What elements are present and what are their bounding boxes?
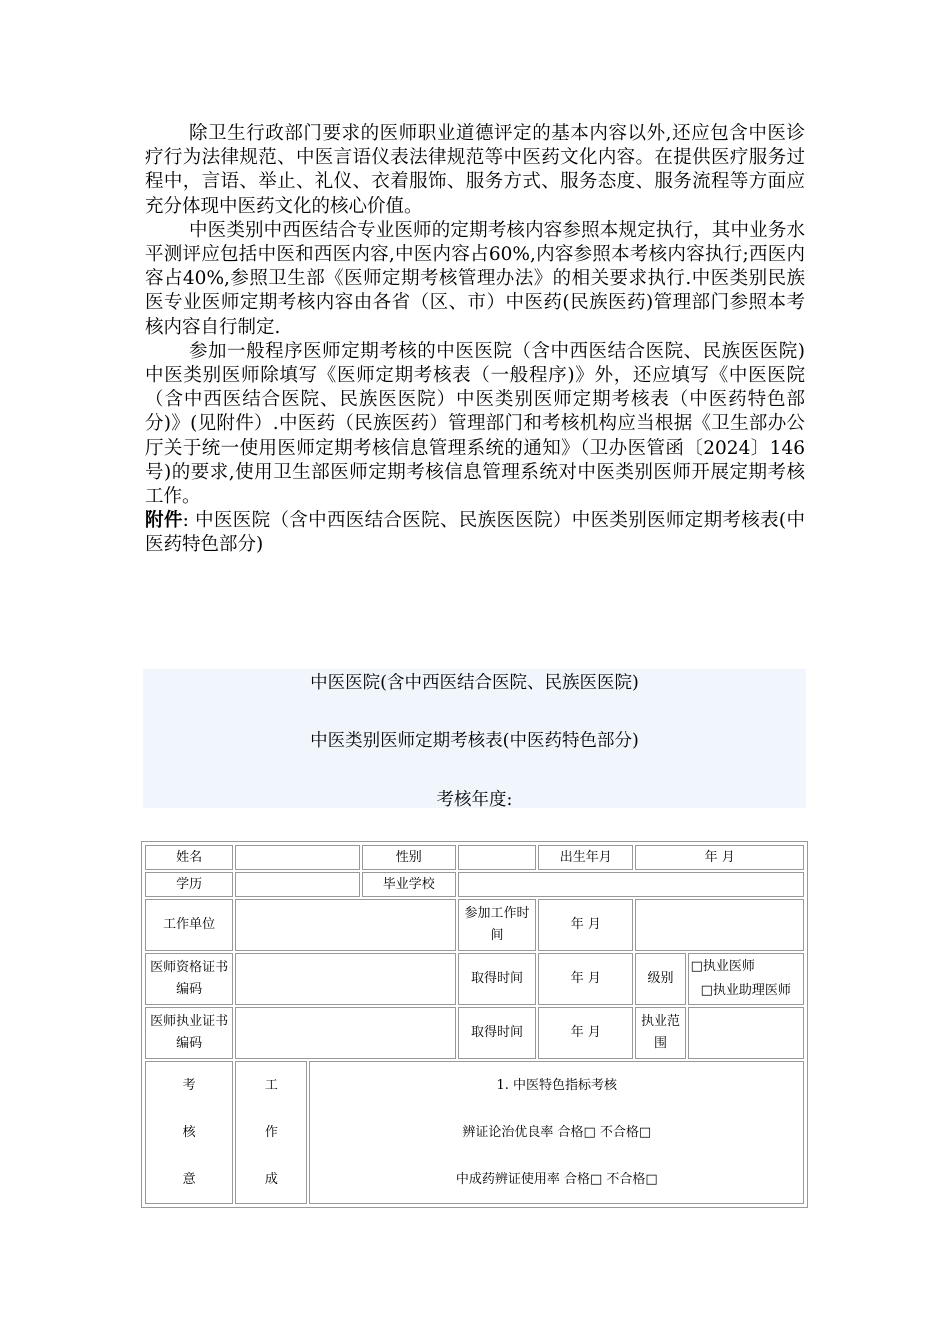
work-unit-value-cell[interactable] — [235, 899, 456, 951]
table-row — [145, 1007, 804, 1059]
practice-cert-label: 医师执业证书编码 — [145, 1007, 233, 1059]
opinion-char: 考 — [182, 1078, 196, 1093]
table-row — [145, 845, 804, 870]
birth-label: 出生年月 — [538, 845, 633, 870]
opinion-char: 意 — [182, 1172, 196, 1187]
level-label: 级别 — [635, 953, 685, 1005]
level-option-practicing[interactable]: □执业医师 — [690, 959, 755, 974]
qualification-obtain-value-cell[interactable]: 年 月 — [538, 953, 633, 1005]
level-option-assistant[interactable]: □执业助理医师 — [700, 983, 791, 998]
paragraph-1: 除卫生行政部门要求的医师职业道德评定的基本内容以外,还应包含中医诊疗行为法律规范、中医言语仪表法律规范等中医药文化内容。在提供医疗服务过程中，言语、举止、礼仪、衣着服饰、服务方式、服务态度、服务流程等方面应充分体现中医药文化的核心价值。 — [145, 123, 805, 217]
practice-cert-value-cell[interactable] — [235, 1007, 456, 1059]
school-value-cell[interactable] — [458, 872, 804, 897]
education-value-cell[interactable] — [235, 872, 359, 897]
gender-value-cell[interactable] — [458, 845, 536, 870]
work-result-label — [235, 1061, 307, 1204]
name-label: 姓名 — [145, 845, 233, 870]
attachment-line — [145, 509, 805, 557]
table-row — [145, 899, 804, 951]
education-label: 学历 — [145, 872, 233, 897]
name-value-cell[interactable] — [235, 845, 359, 870]
birth-value-cell[interactable]: 年 月 — [635, 845, 804, 870]
table-row — [145, 953, 804, 1005]
assessment-year-label: 考核年度: — [436, 790, 513, 810]
work-unit-label: 工作单位 — [145, 899, 233, 951]
table-row — [145, 1061, 804, 1204]
attachment-text: : 中医医院（含中西医结合医院、民族医医院）中医类别医师定期考核表(中医药特色部分) — [145, 510, 805, 556]
patent-medicine-rate-line[interactable]: 中成药辨证使用率 合格□ 不合格□ — [455, 1172, 658, 1187]
form-title-block — [143, 669, 806, 808]
paragraph-3: 参加一般程序医师定期考核的中医医院（含中西医结合医院、民族医医院)中医类别医师除填写《医师定期考核表（一般程序)》外，还应填写《中医医院（含中西医结合医院、民族医医院）中医类别医师定期考核表（中医药特色部分)》(见附件）.中医药（民族医药）管理部门和考核机构应当根据《卫生部办公厅关于统一使用医师定期考核信息管理系统的通知》（卫办医管函〔2024〕146号)的要求,使用卫生部医师定期考核信息管理系统对中医类别医师开展定期考核工作。 — [145, 340, 805, 508]
work-char: 工 — [264, 1078, 278, 1093]
practice-obtain-value-cell[interactable]: 年 月 — [538, 1007, 633, 1059]
assessment-form-table — [141, 841, 808, 1208]
work-start-extra-cell[interactable] — [635, 899, 804, 951]
form-title-line-2: 中医类别医师定期考核表(中医药特色部分) — [310, 731, 639, 751]
attachment-label: 附件 — [145, 510, 183, 532]
work-char: 作 — [264, 1125, 278, 1140]
form-title-line-1: 中医医院(含中西医结合医院、民族医医院) — [310, 673, 639, 693]
work-char: 成 — [264, 1172, 278, 1187]
work-start-label: 参加工作时间 — [458, 899, 536, 951]
qualification-cert-label: 医师资格证书编码 — [145, 953, 233, 1005]
work-start-value-cell[interactable]: 年 月 — [538, 899, 633, 951]
syndrome-rate-line[interactable]: 辨证论治优良率 合格□ 不合格□ — [462, 1125, 652, 1140]
qualification-obtain-label: 取得时间 — [458, 953, 536, 1005]
assessment-opinion-label — [145, 1061, 233, 1204]
gender-label: 性别 — [362, 845, 456, 870]
paragraph-2: 中医类别中西医结合专业医师的定期考核内容参照本规定执行，其中业务水平测评应包括中医和西医内容,中医内容占60%,内容参照本考核内容执行;西医内容占40%,参照卫生部《医师定期考核管理办法》的相关要求执行.中医类别民族医专业医师定期考核内容由各省（区、市）中医药(民族医药)管理部门参照本考核内容自行制定. — [145, 219, 805, 338]
scope-value-cell[interactable] — [688, 1007, 804, 1059]
assessment-content-cell — [309, 1061, 804, 1204]
opinion-char: 核 — [182, 1125, 196, 1140]
practice-obtain-label: 取得时间 — [458, 1007, 536, 1059]
qualification-cert-value-cell[interactable] — [235, 953, 456, 1005]
level-options-cell[interactable] — [688, 953, 804, 1005]
school-label: 毕业学校 — [362, 872, 456, 897]
document-body — [145, 122, 805, 558]
content-heading: 1. 中医特色指标考核 — [496, 1078, 618, 1093]
table-row — [145, 872, 804, 897]
scope-label: 执业范围 — [635, 1007, 685, 1059]
